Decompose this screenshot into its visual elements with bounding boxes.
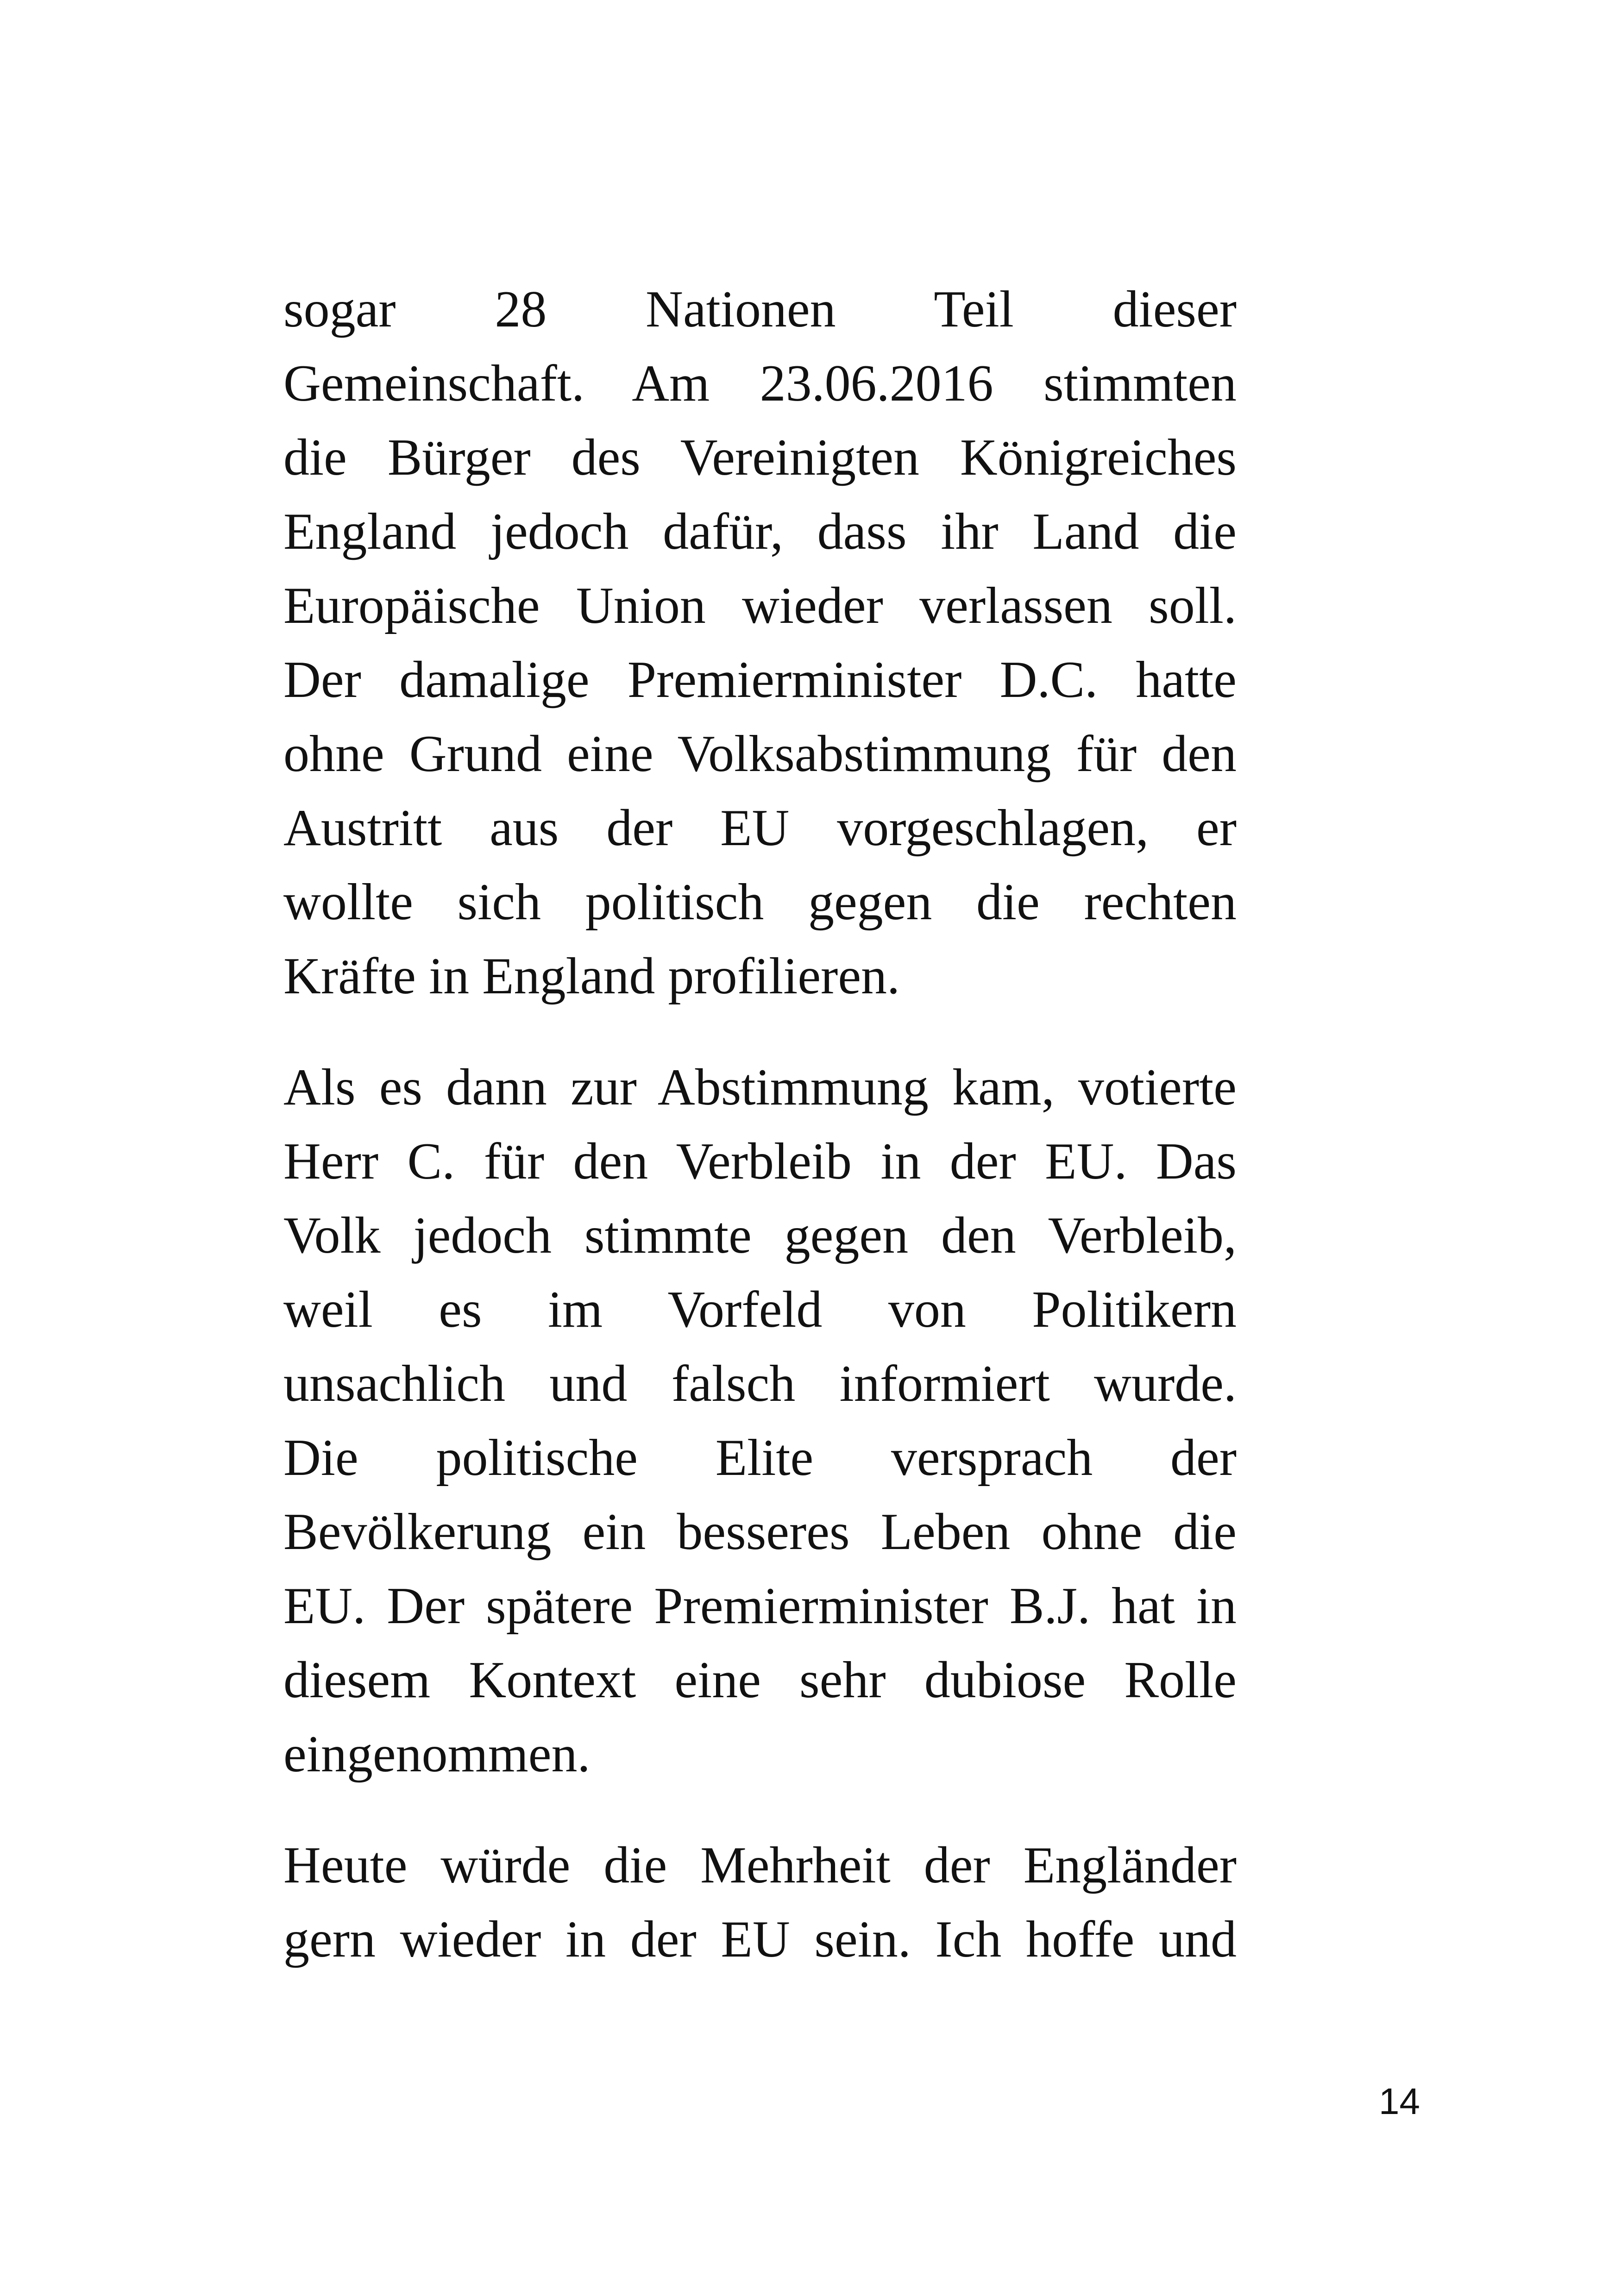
page-number: 14 — [1379, 2081, 1420, 2122]
text-line: Als es dann zur Abstimmung kam, votierte — [283, 1059, 1237, 1116]
text-line: wollte sich politisch gegen die rechten — [283, 873, 1237, 931]
text-line: gern wieder in der EU sein. Ich hoffe und — [283, 1911, 1237, 1968]
text-line: unsachlich und falsch informiert wurde. — [283, 1355, 1237, 1412]
text-line: Gemeinschaft. Am 23.06.2016 stimmten — [283, 355, 1237, 412]
text-line: Bevölkerung ein besseres Leben ohne die — [283, 1503, 1237, 1561]
text-line: Austritt aus der EU vorgeschlagen, er — [283, 799, 1237, 857]
text-line: Herr C. für den Verbleib in der EU. Das — [283, 1133, 1237, 1190]
text-line: England jedoch dafür, dass ihr Land die — [283, 503, 1237, 560]
body-text — [283, 272, 1237, 1976]
text-line: eingenommen. — [283, 1725, 591, 1783]
text-line: diesem Kontext eine sehr dubiose Rolle — [283, 1651, 1237, 1709]
text-line: weil es im Vorfeld von Politikern — [283, 1281, 1237, 1338]
text-line: Der damalige Premierminister D.C. hatte — [283, 651, 1237, 709]
paragraph-spacer — [283, 1791, 1237, 1828]
text-line: Die politische Elite versprach der — [283, 1429, 1237, 1487]
paragraph-spacer — [283, 1013, 1237, 1050]
paragraph — [283, 1828, 1237, 1976]
text-line: EU. Der spätere Premierminister B.J. hat in — [283, 1577, 1237, 1635]
text-line: Volk jedoch stimmte gegen den Verbleib, — [283, 1207, 1237, 1264]
text-line: die Bürger des Vereinigten Königreiches — [283, 429, 1237, 486]
paragraph — [283, 272, 1237, 1013]
text-line: Europäische Union wieder verlassen soll. — [283, 577, 1237, 634]
paragraph — [283, 1050, 1237, 1791]
text-line: ohne Grund eine Volksabstimmung für den — [283, 725, 1237, 783]
text-line: sogar 28 Nationen Teil dieser — [283, 281, 1237, 338]
text-line: Kräfte in England profilieren. — [283, 947, 900, 1005]
text-line: Heute würde die Mehrheit der Engländer — [283, 1837, 1237, 1894]
